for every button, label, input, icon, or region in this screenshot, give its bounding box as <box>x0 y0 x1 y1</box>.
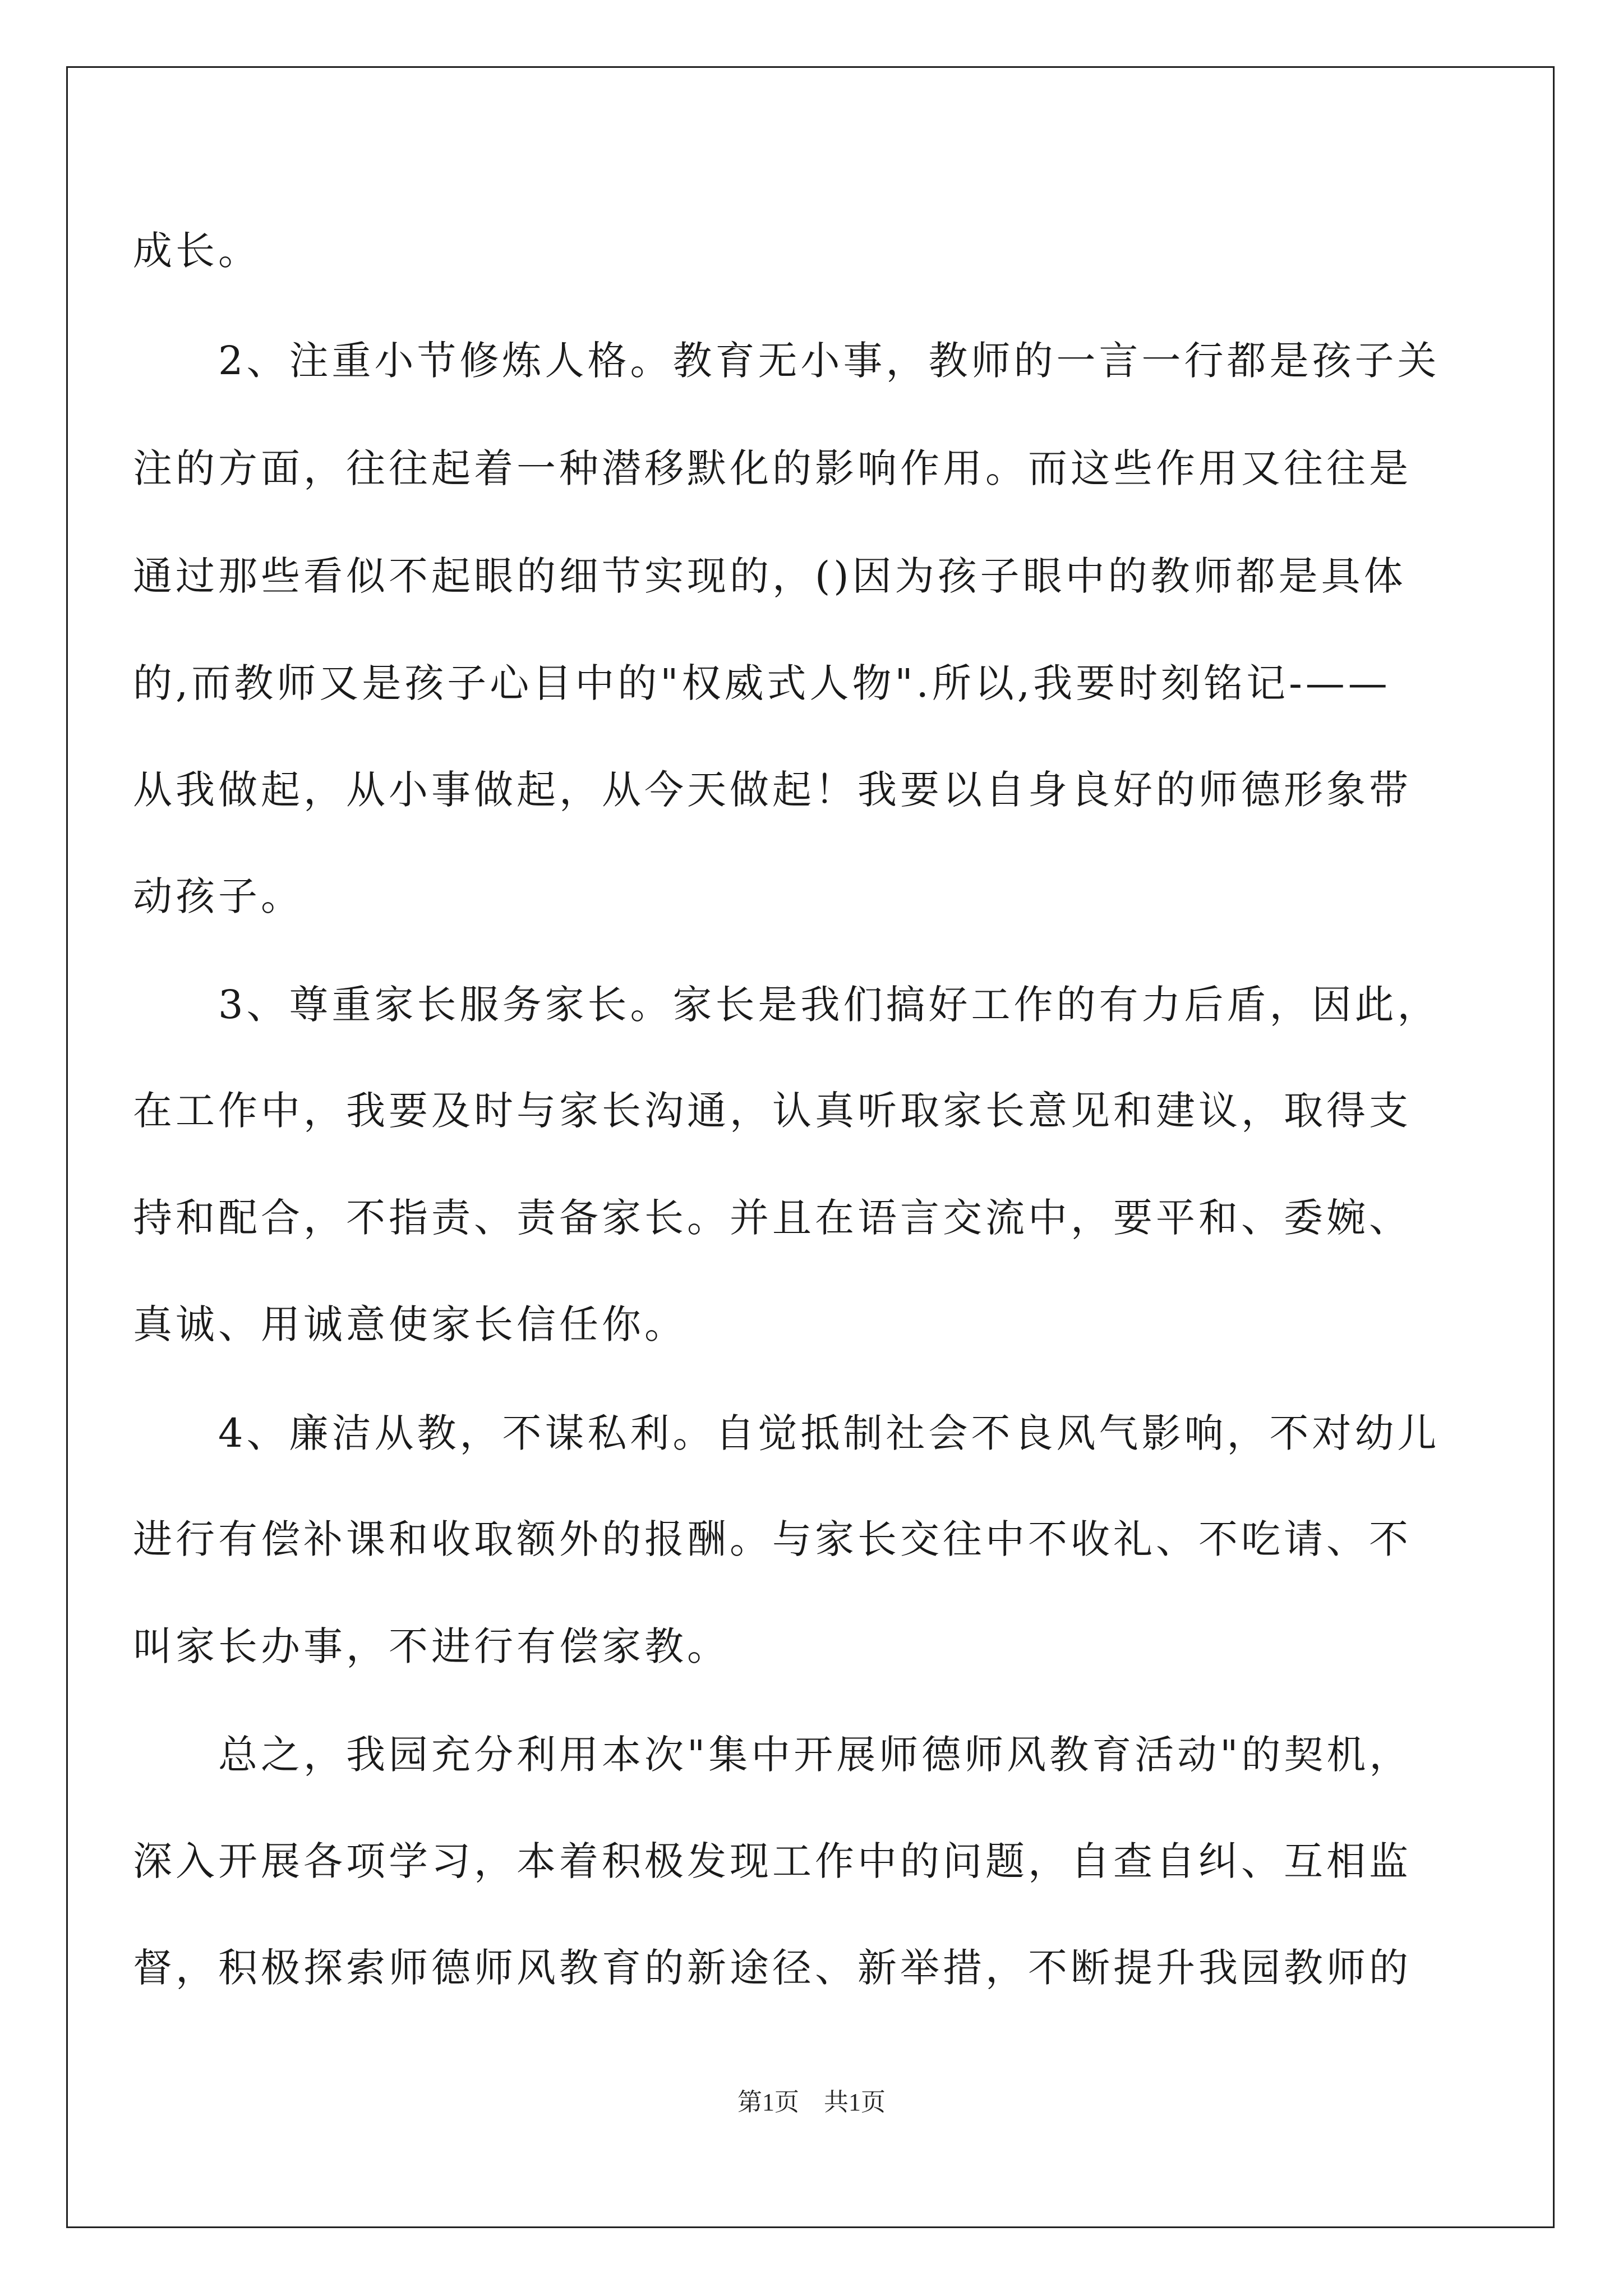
text-line: 3、尊重家长服务家长。家长是我们搞好工作的有力后盾，因此， <box>133 982 1440 1028</box>
page-number: 第1页 共1页 <box>737 2088 886 2116</box>
text-line: 成长。 <box>133 228 261 274</box>
text-line: 通过那些看似不起眼的细节实现的，()因为孩子眼中的教师都是具体 <box>133 553 1407 599</box>
text-line: 4、廉洁从教，不谋私利。自觉抵制社会不良风气影响，不对幼儿 <box>133 1410 1440 1456</box>
text-line: 从我做起，从小事做起，从今天做起！我要以自身良好的师德形象带 <box>133 767 1412 813</box>
text-line: 进行有偿补课和收取额外的报酬。与家长交往中不收礼、不吃请、不 <box>133 1516 1412 1562</box>
text-line: 动孩子。 <box>133 873 303 919</box>
text-line: 叫家长办事，不进行有偿家教。 <box>133 1623 730 1669</box>
text-line: 深入开展各项学习，本着积极发现工作中的问题，自查自纠、互相监 <box>133 1838 1412 1884</box>
text-line: 督，积极探索师德师风教育的新途径、新举措，不断提升我园教师的 <box>133 1945 1412 1991</box>
page-border <box>66 66 1555 2228</box>
text-line: 2、注重小节修炼人格。教育无小事，教师的一言一行都是孩子关 <box>133 338 1440 384</box>
text-line: 真诚、用诚意使家长信任你。 <box>133 1301 687 1347</box>
text-line: 在工作中，我要及时与家长沟通，认真听取家长意见和建议，取得支 <box>133 1088 1412 1134</box>
text-line: 的,而教师又是孩子心目中的"权威式人物".所以,我要时刻铭记-—— <box>133 660 1391 706</box>
text-line: 持和配合，不指责、责备家长。并且在语言交流中，要平和、委婉、 <box>133 1195 1412 1241</box>
text-line: 总之，我园充分利用本次"集中开展师德师风教育活动"的契机， <box>133 1732 1412 1778</box>
text-line: 注的方面，往往起着一种潜移默化的影响作用。而这些作用又往往是 <box>133 445 1412 491</box>
